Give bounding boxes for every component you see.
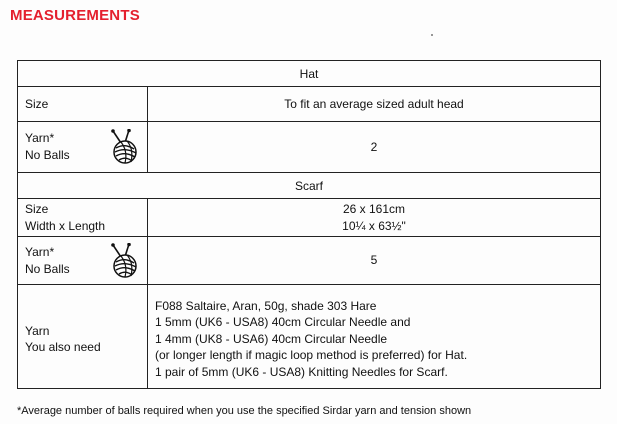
hat-header-row <box>18 61 601 87</box>
scarf-yarn-label: Yarn* <box>25 244 55 259</box>
scarf-balls-label: No Balls <box>25 261 70 276</box>
yarn-ball-with-needles-icon <box>107 243 143 279</box>
scan-speck <box>431 34 433 36</box>
materials-line: 1 4mm (UK8 - USA6) 40cm Circular Needle <box>155 331 388 346</box>
materials-also-need-label: You also need <box>25 340 101 354</box>
hat-balls-label: No Balls <box>25 148 70 162</box>
materials-line: F088 Saltaire, Aran, 50g, shade 303 Hare <box>155 298 377 313</box>
hat-size-label: Size <box>18 87 148 122</box>
hat-yarn-label: Yarn* <box>25 131 55 145</box>
page-title: MEASUREMENTS <box>10 7 140 24</box>
materials-line: 1 pair of 5mm (UK6 - USA8) Knitting Needles for Scarf. <box>155 364 448 379</box>
hat-balls-value: 2 <box>148 122 601 173</box>
scarf-size-value-cell <box>148 199 601 237</box>
scarf-yarn-row <box>18 237 601 285</box>
scarf-header: Scarf <box>18 173 601 199</box>
hat-header: Hat <box>18 61 601 87</box>
hat-yarn-row <box>18 122 601 173</box>
scarf-size-label: Size <box>25 201 49 216</box>
hat-size-row <box>18 87 601 122</box>
scarf-size-cm: 26 x 161cm <box>342 201 406 216</box>
scarf-balls-value: 5 <box>148 237 601 285</box>
scarf-yarn-cell <box>18 237 148 285</box>
materials-list-cell <box>148 285 601 389</box>
hat-yarn-cell <box>18 122 148 173</box>
scarf-header-row <box>18 173 601 199</box>
measurements-table <box>17 60 601 389</box>
materials-line: 1 5mm (UK6 - USA8) 40cm Circular Needle and <box>155 315 411 330</box>
scarf-size-cell <box>18 199 148 237</box>
materials-row <box>18 285 601 389</box>
hat-size-value: To fit an average sized adult head <box>148 87 601 122</box>
yarn-ball-with-needles-icon <box>107 129 143 165</box>
materials-yarn-label: Yarn <box>25 323 50 338</box>
scarf-size-in: 10¼ x 63½" <box>342 218 406 233</box>
scarf-size-row <box>18 199 601 237</box>
materials-line: (or longer length if magic loop method is preferred) for Hat. <box>155 348 468 363</box>
scarf-dims-label: Width x Length <box>25 218 106 233</box>
footnote: *Average number of balls required when you use the specified Sirdar yarn and tension shown <box>17 405 472 417</box>
materials-label-cell <box>18 285 148 389</box>
